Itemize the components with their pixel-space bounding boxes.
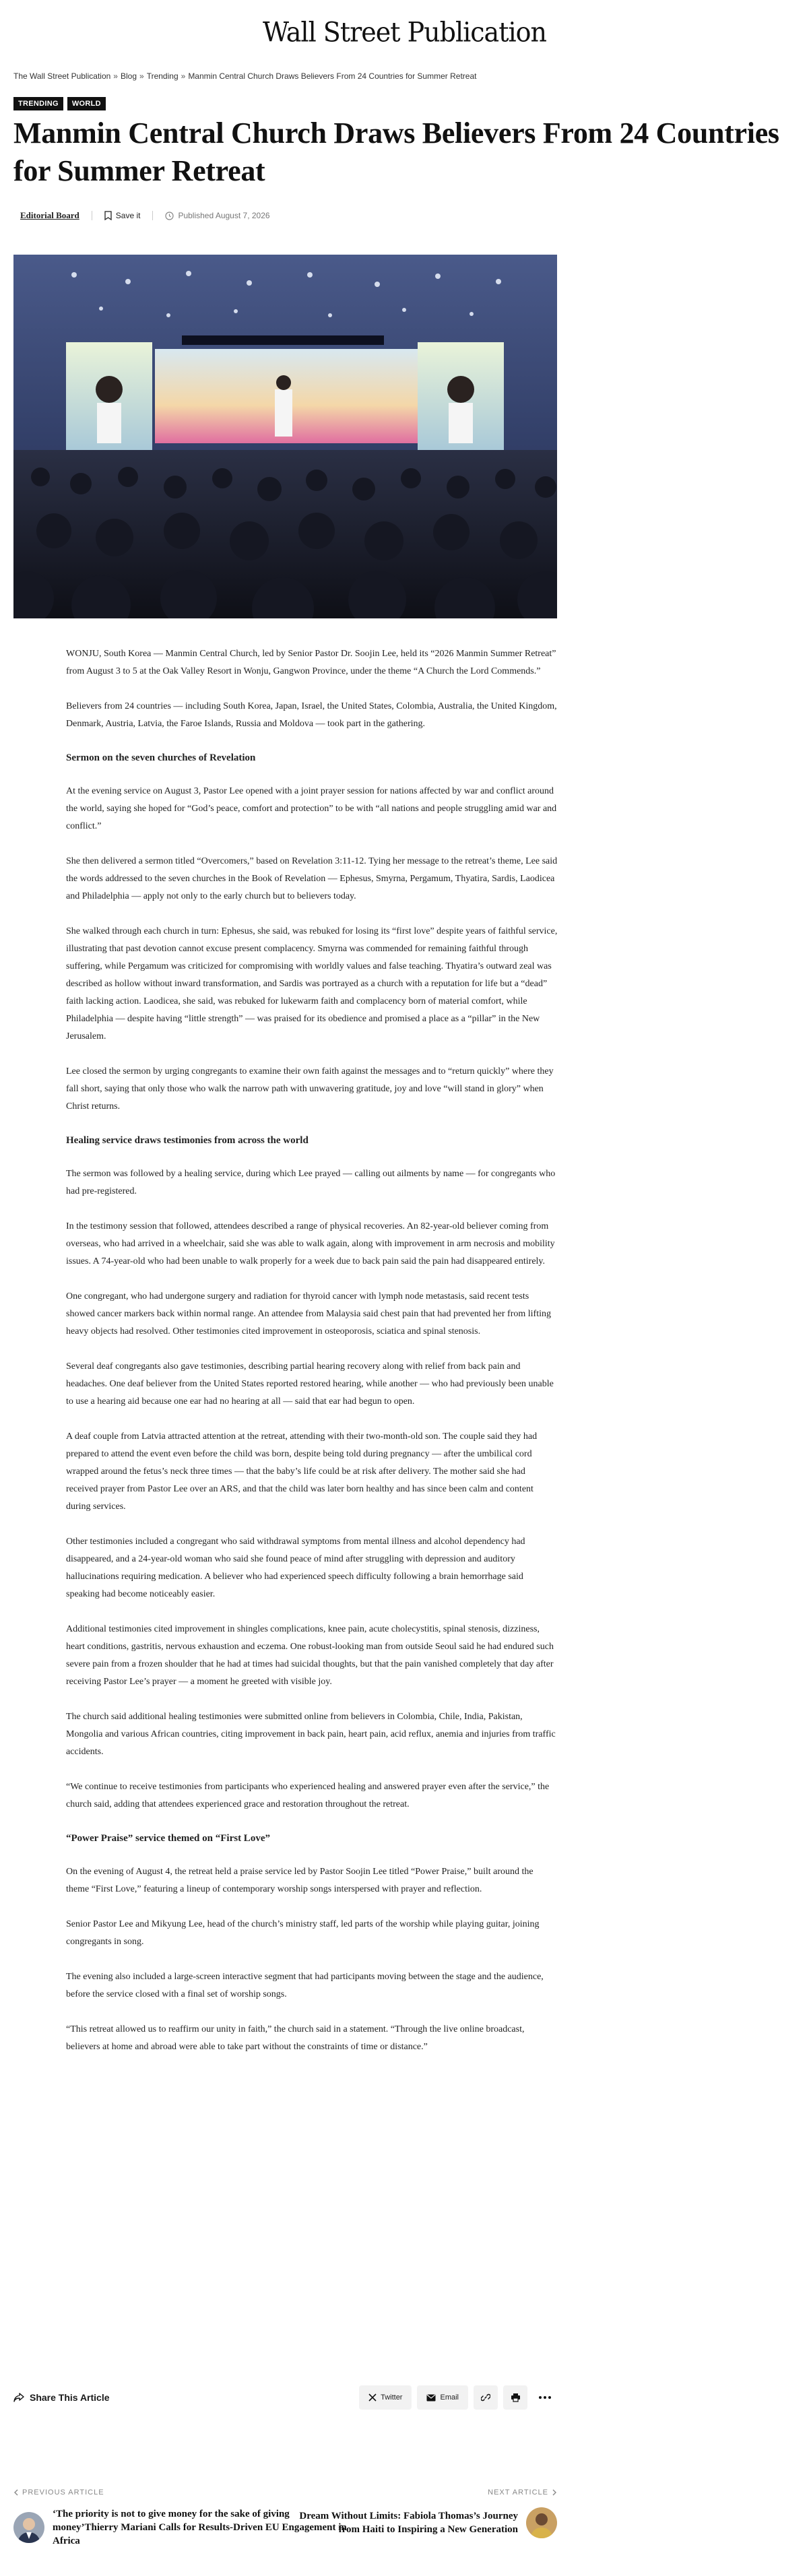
copy-link-button[interactable]: [474, 2385, 498, 2410]
article-paragraph: Believers from 24 countries — including South Korea, Japan, Israel, the United States, Colombia, Australia, the United Kingdom, Denmark, Austria, Latvia, the Faroe Islands, Russia and Moldova — took part in the gathering.: [66, 701, 557, 729]
post-navigation: [13, 2488, 557, 2563]
previous-article-thumbnail: [13, 2512, 44, 2543]
article-paragraph: “This retreat allowed us to reaffirm our unity in faith,” the church said in a statement. “Through the live online broadcast, believers at home and abroad were able to take part without the constraints of time or distance.”: [66, 2024, 525, 2052]
published-label: Published August 7, 2026: [178, 211, 270, 220]
save-button[interactable]: [104, 211, 141, 220]
article-paragraph: She walked through each church in turn: Ephesus, she said, was rebuked for losing its “first love” despite years of faithful service, illustrating that past devotion cannot excuse present complacency. Smyrna was commended for remaining faithful through suffering, while Pergamum was criticized for compromising with worldly values and false teaching. Thyatira’s outward zeal was described as hollow without inward transformation, and Sardis was portrayed as a church with a reputation for life but a “dead” faith lacking action. Laodicea, she said, was rebuked for lukewarm faith and complacency born of material comfort, while Philadelphia — despite having “little strength” — was praised for its obedience and promised a place as a “pillar” in the New Jerusalem.: [66, 926, 558, 1041]
previous-article-label: PREVIOUS ARTICLE: [22, 2488, 104, 2497]
twitter-share-button[interactable]: [359, 2385, 412, 2410]
article-paragraph: In the testimony session that followed, attendees described a range of physical recoveries. An 82-year-old believer coming from overseas, who had arrived in a wheelchair, said she was able to walk again, along with improvement in arm necrosis and mobility issues. A 74-year-old who had been unable to walk properly for a week due to back pain said the pain had disappeared entirely.: [66, 1221, 555, 1266]
breadcrumb-separator: »: [181, 71, 186, 81]
share-title: [13, 2392, 110, 2403]
article-paragraph: WONJU, South Korea — Manmin Central Church, led by Senior Pastor Dr. Soojin Lee, held its “2026 Manmin Summer Retreat” from August 3 to 5 at the Oak Valley Resort in Wonju, Gangwon Province, under the theme “A Church the Lord Commends.”: [66, 649, 556, 676]
email-share-button[interactable]: [417, 2385, 468, 2410]
share-icon: [13, 2393, 24, 2402]
article-paragraph: “We continue to receive testimonies from participants who experienced healing and answered prayer even after the service,” the church said, adding that attendees experienced grace and restoration throughout the retreat.: [66, 1782, 550, 1809]
breadcrumb-separator: »: [139, 71, 144, 81]
section-heading: Healing service draws testimonies from across the world: [66, 1135, 309, 1146]
article-paragraph: At the evening service on August 3, Pastor Lee opened with a joint prayer session for nations affected by war and conflict around the world, saying she hoped for “God’s peace, comfort and protection” to be with “all nations and people struggling amid war and conflict.”: [66, 786, 557, 831]
article-paragraph: Additional testimonies cited improvement in shingles complications, knee pain, acute cholecystitis, spinal stenosis, dizziness, heart conditions, gastritis, nervous exhaustion and eczema. One robust-looking man from outside Seoul said he had endured such severe pain from a frozen shoulder that he had at times had suicidal thoughts, but that the pain vanished completely that day after receiving Pastor Lee’s prayer — a moment he greeted with visible joy.: [66, 1624, 554, 1687]
article-paragraph: The evening also included a large-screen interactive segment that had participants moving between the stage and the audience, before the service closed with a final set of worship songs.: [66, 1972, 544, 1999]
article-paragraph: She then delivered a sermon titled “Overcomers,” based on Revelation 3:11-12. Tying her message to the retreat’s theme, Lee said the words addressed to the seven churches in the Book of Revelation — Ephesus, Smyrna, Pergamum, Thyatira, Sardis, Laodicea and Philadelphia — apply not only to the early church but to believers today.: [66, 856, 558, 901]
article-paragraph: Lee closed the sermon by urging congregants to examine their own faith against the messages and to “return quickly” where they fall short, saying that only those who walk the narrow path with unwavering gratitude, joy and love “will stand in glory” when Christ returns.: [66, 1066, 554, 1112]
site-logo[interactable]: Wall Street Publication: [263, 16, 546, 49]
section-heading: “Power Praise” service themed on “First Love”: [66, 1833, 270, 1844]
article-body: [66, 645, 558, 2073]
breadcrumb-item-current: Manmin Central Church Draws Believers From 24 Countries for Summer Retreat: [188, 71, 477, 81]
published-date: [165, 211, 269, 220]
hero-image: [13, 255, 557, 618]
print-button[interactable]: [503, 2385, 527, 2410]
share-buttons: [359, 2385, 557, 2410]
chevron-left-icon: [13, 2489, 18, 2496]
more-icon: [539, 2396, 551, 2399]
next-article-label: NEXT ARTICLE: [488, 2488, 548, 2497]
article-paragraph: Senior Pastor Lee and Mikyung Lee, head of the church’s ministry staff, led parts of the worship while playing guitar, joining congregants in song.: [66, 1919, 540, 1947]
clock-icon: [165, 212, 174, 220]
article-paragraph: One congregant, who had undergone surgery and radiation for thyroid cancer with lymph node metastasis, said recent tests showed cancer markers back within normal range. An attendee from Malaysia said chest pain that had prevented her from lifting heavy objects had resolved. Other testimonies cited improvement in osteoporosis, sciatica and spinal stenosis.: [66, 1291, 551, 1337]
article-paragraph: The church said additional healing testimonies were submitted online from believers in Colombia, Chile, India, Pakistan, Mongolia and various African countries, citing improvement in back pain, heart pain, acid reflux, anemia and injuries from traffic accidents.: [66, 1712, 556, 1757]
person-portrait-icon: [526, 2507, 557, 2538]
print-icon: [511, 2393, 521, 2402]
tag-world[interactable]: WORLD: [67, 97, 106, 110]
more-share-button[interactable]: [533, 2385, 557, 2410]
article-paragraph: Several deaf congregants also gave testimonies, describing partial hearing recovery along with relief from back pain and headaches. One deaf believer from the United States reported restored hearing, while another — who had previously been unable to use a hearing aid because one ear had no hearing at all — said that ear had begun to open.: [66, 1361, 554, 1407]
breadcrumb: [13, 71, 476, 81]
share-bar: [13, 2382, 557, 2413]
breadcrumb-item-trending[interactable]: Trending: [146, 71, 179, 81]
next-article-thumbnail: [526, 2507, 557, 2538]
next-article-title[interactable]: Dream Without Limits: Fabiola Thomas’s Journey from Haiti to Inspiring a New Generation: [299, 2511, 518, 2535]
section-heading: Sermon on the seven churches of Revelation: [66, 752, 256, 763]
next-article-item[interactable]: [288, 2507, 557, 2538]
author-link[interactable]: Editorial Board: [20, 210, 79, 220]
share-title-label: Share This Article: [30, 2392, 110, 2403]
article-paragraph: On the evening of August 4, the retreat held a praise service led by Pastor Soojin Lee titled “Power Praise,” built around the theme “First Love,” featuring a lineup of contemporary worship songs interspersed with prayer and reflection.: [66, 1867, 533, 1894]
person-portrait-icon: [13, 2512, 44, 2543]
next-article-link[interactable]: [288, 2488, 557, 2538]
twitter-label: Twitter: [381, 2393, 403, 2402]
masthead: [0, 0, 809, 65]
next-article-label-row: [288, 2488, 557, 2497]
meta-divider: [152, 211, 153, 220]
breadcrumb-item-home[interactable]: The Wall Street Publication: [13, 71, 111, 81]
article-paragraph: A deaf couple from Latvia attracted attention at the retreat, attending with their two-month-old son. The couple said they had prepared to attend the event even before the child was born, despite being told during pregnancy — after the umbilical cord wrapped around the fetus’s neck three times — that the baby’s life could be at risk after delivery. The mother said she had received prayer from Pastor Lee over an ARS, and that the child was later born healthy and has since been calm and content during services.: [66, 1431, 538, 1512]
church-retreat-photo: [13, 255, 557, 618]
article-paragraph: The sermon was followed by a healing service, during which Lee prayed — calling out ailments by name — for congregants who had pre-registered.: [66, 1169, 556, 1196]
previous-article-title[interactable]: ‘The priority is not to give money for the sake of giving money’Thierry Mariani Calls for Results-Driven EU Engagement in Africa: [53, 2509, 347, 2546]
chevron-right-icon: [552, 2489, 557, 2496]
category-tags: [13, 97, 106, 110]
article-headline: Manmin Central Church Draws Believers From 24 Countries for Summer Retreat: [13, 117, 779, 187]
email-icon: [426, 2394, 436, 2402]
email-label: Email: [440, 2393, 459, 2402]
save-label: Save it: [115, 211, 141, 220]
bookmark-icon: [104, 211, 112, 220]
x-icon: [368, 2393, 377, 2402]
article-meta: [20, 210, 270, 221]
article-paragraph: Other testimonies included a congregant who said withdrawal symptoms from mental illness and alcohol dependency had disappeared, and a 24-year-old woman who said she found peace of mind after struggling with depression and auditory hallucinations requiring medication. A believer who had experienced speech difficulty following a brain hemorrhage said speaking had become noticeably easier.: [66, 1537, 525, 1599]
breadcrumb-separator: »: [113, 71, 118, 81]
tag-trending[interactable]: TRENDING: [13, 97, 63, 110]
breadcrumb-item-blog[interactable]: Blog: [120, 71, 137, 81]
link-icon: [481, 2393, 490, 2402]
